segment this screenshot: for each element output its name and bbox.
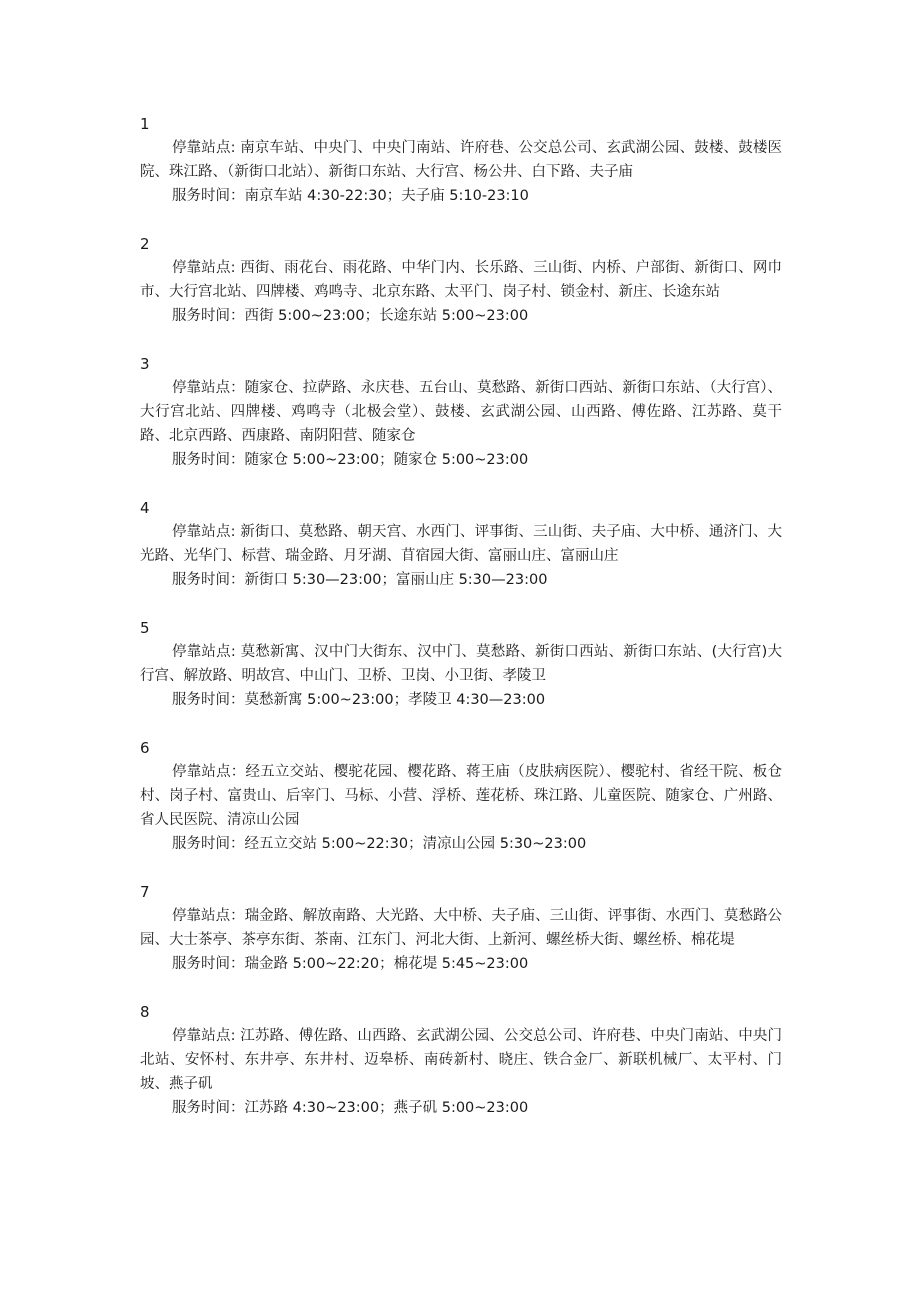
- route-block-3: [140, 352, 782, 472]
- route-hours: 服务时间：江苏路 4:30~23:00；燕子矶 5:00~23:00: [172, 1100, 529, 1116]
- route-hours: 服务时间：经五立交站 5:00~22:30；清凉山公园 5:30~23:00: [172, 836, 587, 852]
- route-hours: 服务时间：新街口 5:30—23:00；富丽山庄 5:30—23:00: [172, 572, 548, 588]
- route-number: 6: [140, 739, 150, 757]
- route-list: [140, 112, 782, 1144]
- route-block-6: [140, 736, 782, 856]
- route-block-1: [140, 112, 782, 208]
- route-stops: 停靠站点: 南京车站、中央门、中央门南站、许府巷、公交总公司、玄武湖公园、鼓楼、鼓楼医院、珠江路、（新街口北站）、新街口东站、大行宫、杨公井、白下路、夫子庙: [140, 140, 782, 180]
- route-stops: 停靠站点: 江苏路、傅佐路、山西路、玄武湖公园、公交总公司、许府巷、中央门南站、中央门北站、安怀村、东井亭、东井村、迈皋桥、南砖新村、晓庄、铁合金厂、新联机械厂、太平村、门坡、燕子矶: [140, 1028, 782, 1092]
- route-stops: 停靠站点: 西街、雨花台、雨花路、中华门内、长乐路、三山街、内桥、户部街、新街口、网巾市、大行宫北站、四牌楼、鸡鸣寺、北京东路、太平门、岗子村、锁金村、新庄、长途东站: [140, 260, 782, 300]
- route-block-7: [140, 880, 782, 976]
- route-hours: 服务时间：瑞金路 5:00~22:20；棉花堤 5:45~23:00: [172, 956, 529, 972]
- route-block-2: [140, 232, 782, 328]
- route-stops: 停靠站点：随家仓、拉萨路、永庆巷、五台山、莫愁路、新街口西站、新街口东站、（大行宫）、大行宫北站、四牌楼、鸡鸣寺（北极会堂）、鼓楼、玄武湖公园、山西路、傅佐路、江苏路、莫干路、北京西路、西康路、南阴阳营、随家仓: [140, 380, 782, 444]
- route-stops: 停靠站点: 莫愁新寓、汉中门大街东、汉中门、莫愁路、新街口西站、新街口东站、(大行宫)大行宫、解放路、明故宫、中山门、卫桥、卫岗、小卫街、孝陵卫: [140, 644, 782, 684]
- route-hours: 服务时间：南京车站 4:30-22:30；夫子庙 5:10-23:10: [172, 188, 529, 204]
- route-block-8: [140, 1000, 782, 1120]
- route-stops: 停靠站点：经五立交站、樱驼花园、樱花路、蒋王庙（皮肤病医院）、樱驼村、省经干院、板仓村、岗子村、富贵山、后宰门、马标、小营、浮桥、莲花桥、珠江路、儿童医院、随家仓、广州路、省人民医院、清凉山公园: [140, 764, 782, 828]
- route-hours: 服务时间：随家仓 5:00~23:00；随家仓 5:00~23:00: [172, 452, 529, 468]
- route-number: 3: [140, 355, 150, 373]
- route-number: 1: [140, 115, 150, 133]
- route-block-5: [140, 616, 782, 712]
- route-stops: 停靠站点：瑞金路、解放南路、大光路、大中桥、夫子庙、三山街、评事街、水西门、莫愁路公园、大士茶亭、茶亭东街、茶南、江东门、河北大街、上新河、螺丝桥大街、螺丝桥、棉花堤: [140, 908, 782, 948]
- route-number: 5: [140, 619, 150, 637]
- route-number: 2: [140, 235, 150, 253]
- route-number: 8: [140, 1003, 150, 1021]
- route-hours: 服务时间：莫愁新寓 5:00~23:00；孝陵卫 4:30—23:00: [172, 692, 546, 708]
- route-block-4: [140, 496, 782, 592]
- route-number: 4: [140, 499, 150, 517]
- route-number: 7: [140, 883, 150, 901]
- route-stops: 停靠站点: 新街口、莫愁路、朝天宫、水西门、评事街、三山街、夫子庙、大中桥、通济门、大光路、光华门、标营、瑞金路、月牙湖、苜宿园大街、富丽山庄、富丽山庄: [140, 524, 782, 564]
- route-hours: 服务时间：西街 5:00~23:00；长途东站 5:00~23:00: [172, 308, 529, 324]
